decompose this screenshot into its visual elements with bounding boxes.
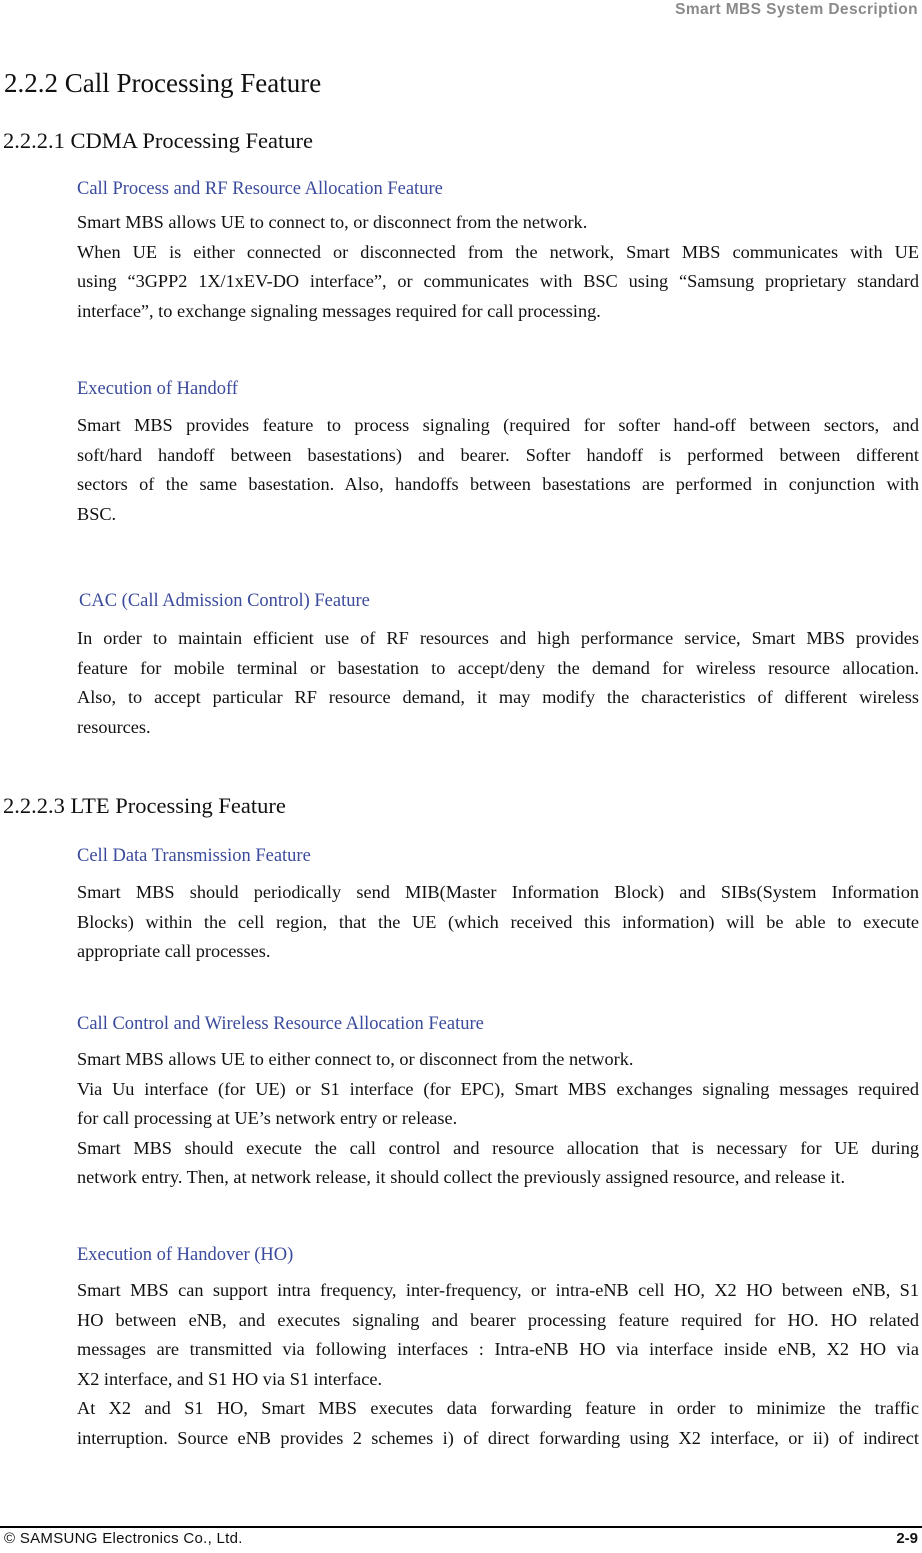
text-line: appropriate call processes. [77,941,271,961]
text-line: sectors of the same basestation. Also, handoffs between basestations are performed in conjunction with [77,474,919,494]
page-number: 2-9 [896,1530,918,1547]
text-line: Smart MBS allows UE to either connect to, or disconnect from the network. [77,1049,634,1069]
text-line: BSC. [77,503,117,524]
call-process-heading: Call Process and RF Resource Allocation Feature [77,179,443,199]
lte-subsection-title: 2.2.2.3 LTE Processing Feature [3,793,286,818]
running-header: Smart MBS System Description [675,1,918,18]
text-line: When UE is either connected or disconnected from the network, Smart MBS communicates with UE [77,241,919,262]
cdma-subsection-title: 2.2.2.1 CDMA Processing Feature [3,128,313,153]
handoff-paragraph [77,411,919,529]
text-line: Smart MBS provides feature to process signaling (required for softer hand-off between sectors, and [77,415,919,435]
section-title: 2.2.2 Call Processing Feature [4,68,322,98]
cell-data-paragraph [77,878,919,967]
handoff-heading: Execution of Handoff [77,379,238,399]
footer-divider [0,1526,922,1528]
text-line: Smart MBS allows UE to connect to, or disconnect from the network. [77,212,588,232]
text-line: Via Uu interface (for UE) or S1 interface (for EPC), Smart MBS exchanges signaling messages required [77,1078,919,1099]
call-control-paragraph [77,1045,919,1193]
text-line: Blocks) within the cell region, that the UE (which received this information) will be able to execute [77,911,919,932]
text-line: soft/hard handoff between basestations) and bearer. Softer handoff is performed between different [77,444,919,465]
handover-heading: Execution of Handover (HO) [77,1245,294,1265]
footer-copyright: © SAMSUNG Electronics Co., Ltd. [4,1530,243,1547]
text-line: Smart MBS can support intra frequency, inter-frequency, or intra-eNB cell HO, X2 HO between eNB, S1 [77,1280,919,1300]
text-line: Smart MBS should periodically send MIB(Master Information Block) and SIBs(System Information [77,882,919,902]
text-line: messages are transmitted via following interfaces : Intra-eNB HO via interface inside eNB, X2 HO via [77,1339,919,1359]
text-line: resources. [77,716,151,737]
text-line: interface”, to exchange signaling messages required for call processing. [77,300,601,321]
text-line: feature for mobile terminal or basestation to accept/deny the demand for wireless resource allocation. [77,657,919,678]
call-process-paragraph [77,208,919,326]
text-line: interruption. Source eNB provides 2 schemes i) of direct forwarding using X2 interface, or ii) of indirect [77,1427,919,1448]
text-line: for call processing at UE’s network entry or release. [77,1108,458,1128]
text-line: At X2 and S1 HO, Smart MBS executes data forwarding feature in order to minimize the traffic [77,1398,919,1418]
text-line: Also, to accept particular RF resource demand, it may modify the characteristics of different wireless [77,687,919,707]
call-control-heading: Call Control and Wireless Resource Allocation Feature [77,1014,484,1034]
handover-paragraph [77,1276,919,1453]
text-line: X2 interface, and S1 HO via S1 interface. [77,1368,383,1389]
text-line: network entry. Then, at network release, it should collect the previously assigned resource, and release it. [77,1167,846,1187]
text-line: Smart MBS should execute the call control and resource allocation that is necessary for UE during [77,1137,919,1158]
text-line: HO between eNB, and executes signaling and bearer processing feature required for HO. HO related [77,1309,919,1330]
cac-heading: CAC (Call Admission Control) Feature [79,591,370,611]
text-line: using “3GPP2 1X/1xEV-DO interface”, or communicates with BSC using “Samsung proprietary standard [77,271,919,291]
cell-data-heading: Cell Data Transmission Feature [77,846,311,866]
cac-paragraph [77,624,919,742]
text-line: In order to maintain efficient use of RF resources and high performance service, Smart MBS provides [77,628,919,648]
